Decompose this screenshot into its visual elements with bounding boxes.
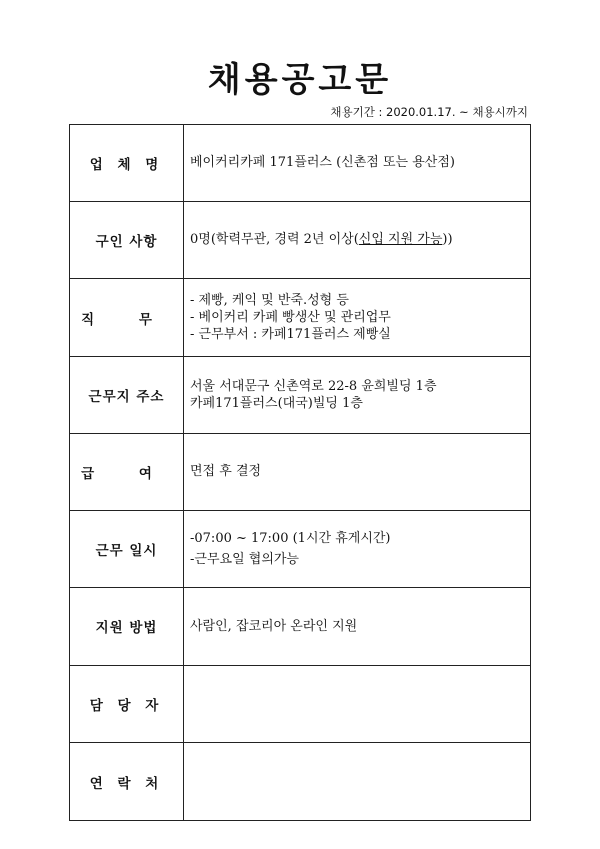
value-duty bbox=[184, 279, 531, 357]
table-row-address bbox=[70, 356, 531, 433]
new-applicant-note: 신입 지원 가능 bbox=[358, 232, 443, 248]
table-row-salary bbox=[70, 433, 531, 511]
value-address bbox=[184, 356, 531, 433]
table-row-contact bbox=[70, 743, 531, 821]
address-line: 카페171플러스(대국)빌딩 1층 bbox=[190, 395, 363, 411]
duty-line: - 제빵, 케익 및 반죽.성형 등 bbox=[190, 293, 349, 309]
value-salary: 면접 후 결정 bbox=[184, 433, 531, 511]
table-row-apply bbox=[70, 587, 531, 665]
table-row-contact-person bbox=[70, 665, 531, 743]
value-recruit: 0명(학력무관, 경력 2년 이상(신입 지원 가능)) bbox=[184, 201, 531, 279]
label-contact-person: 담 당 자 bbox=[70, 665, 184, 743]
address-line: 서울 서대문구 신촌역로 22-8 윤희빌딩 1층 bbox=[190, 378, 437, 394]
value-contact-person bbox=[184, 665, 531, 743]
duty-line: - 베이커리 카페 빵생산 및 관리업무 bbox=[190, 310, 391, 326]
label-recruit: 구인 사항 bbox=[70, 201, 184, 279]
value-company: 베이커리카페 171플러스 (신촌점 또는 용산점) bbox=[184, 125, 531, 202]
label-address: 근무지 주소 bbox=[70, 356, 184, 433]
label-apply: 지원 방법 bbox=[70, 587, 184, 665]
value-schedule bbox=[184, 511, 531, 588]
table-row-recruit bbox=[70, 201, 531, 279]
schedule-line: -07:00 ~ 17:00 (1시간 휴게시간) bbox=[190, 531, 391, 547]
schedule-line: -근무요일 협의가능 bbox=[190, 552, 299, 568]
page-title: 채용공고문 bbox=[207, 60, 393, 100]
label-contact: 연 락 처 bbox=[70, 743, 184, 821]
value-apply: 사람인, 잡코리아 온라인 지원 bbox=[184, 587, 531, 665]
label-company: 업 체 명 bbox=[70, 125, 184, 202]
value-contact bbox=[184, 743, 531, 821]
table-row-company bbox=[70, 125, 531, 202]
table-row-duty bbox=[70, 279, 531, 357]
label-duty: 직 무 bbox=[70, 279, 184, 357]
duty-line: - 근무부서 : 카페171플러스 제빵실 bbox=[190, 327, 391, 343]
table-row-schedule bbox=[70, 511, 531, 588]
job-posting-table bbox=[69, 124, 531, 821]
recruitment-period: 채용기간 : 2020.01.17. ~ 채용시까지 bbox=[330, 105, 528, 119]
label-schedule: 근무 일시 bbox=[70, 511, 184, 588]
label-salary: 급 여 bbox=[70, 433, 184, 511]
